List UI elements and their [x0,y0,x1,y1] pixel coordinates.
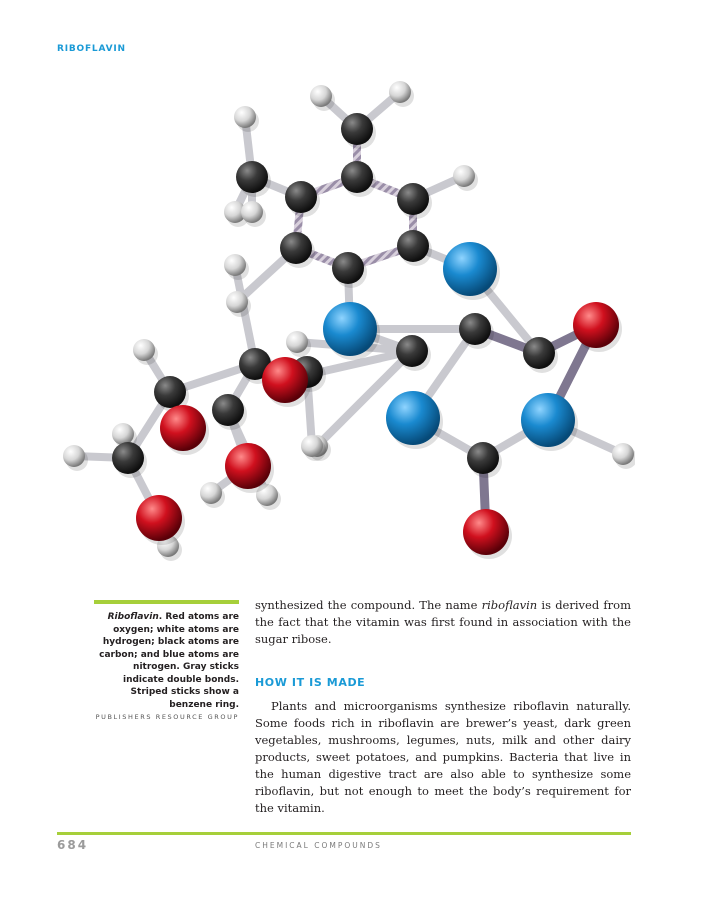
hydrogen-atom [241,201,263,223]
hydrogen-atom [224,254,246,276]
paragraph-1: synthesized the compound. The name riboflavin is derived from the fact that the vitamin was first found in association with the sugar ribose. [255,598,632,646]
molecule-figure [55,70,635,570]
caption-rule [94,600,239,604]
carbon-atom [212,394,244,426]
footer-rule [57,832,631,835]
carbon-atom [112,442,144,474]
carbon-atom [523,337,555,369]
hydrogen-atom [226,291,248,313]
carbon-atom [341,161,373,193]
caption-text: . Red atoms are oxygen; white atoms are hydrogen; black atoms are carbon; and blue atoms are nitrogen. Gray sticks indicate double bonds. Striped sticks show a benzene ring. [99,612,239,710]
running-head: RIBOFLAVIN [57,44,126,54]
caption-title: Riboflavin [107,612,159,622]
body-column [255,597,631,817]
nitrogen-atom [323,302,377,356]
hydrogen-atom [112,423,134,445]
carbon-atom [236,161,268,193]
carbon-atom [459,313,491,345]
hydrogen-atom [133,339,155,361]
carbon-atom [467,442,499,474]
carbon-atom [280,232,312,264]
figure-caption [90,611,239,724]
hydrogen-atom [234,106,256,128]
hydrogen-atom [310,85,332,107]
hydrogen-atom [301,435,323,457]
hydrogen-atom [200,482,222,504]
oxygen-atom [463,509,509,555]
carbon-atom [341,113,373,145]
oxygen-atom [160,405,206,451]
section-heading: HOW IT IS MADE [255,676,366,689]
riboflavin-model [55,70,635,570]
hydrogen-atom [63,445,85,467]
paragraph-2: Plants and microorganisms synthesize riboflavin naturally. Some foods rich in riboflavin are brewer’s yeast, dark green vegetables, mushrooms, legumes, nuts, milk and other dairy products, sweet potatoes, and pumpkins. Bacteria that live in the human digestive tract are also able to synthesize some riboflavin, but not enough to meet the body’s requirement for the vitamin. [255,699,631,815]
hydrogen-atom [286,331,308,353]
nitrogen-atom [386,391,440,445]
term-riboflavin: riboflavin [481,598,538,612]
oxygen-atom [225,443,271,489]
hydrogen-atom [389,81,411,103]
nitrogen-atom [521,393,575,447]
carbon-atom [285,181,317,213]
hydrogen-atom [453,165,475,187]
oxygen-atom [573,302,619,348]
oxygen-atom [262,357,308,403]
carbon-atom [397,183,429,215]
oxygen-atom [136,495,182,541]
page-number: 684 [57,838,89,852]
carbon-atom [332,252,364,284]
hydrogen-atom [612,443,634,465]
carbon-atom [154,376,186,408]
footer-book-title: CHEMICAL COMPOUNDS [255,841,382,850]
carbon-atom [397,230,429,262]
caption-credit: PUBLISHERS RESOURCE GROUP [95,713,239,721]
carbon-atom [396,335,428,367]
nitrogen-atom [443,242,497,296]
